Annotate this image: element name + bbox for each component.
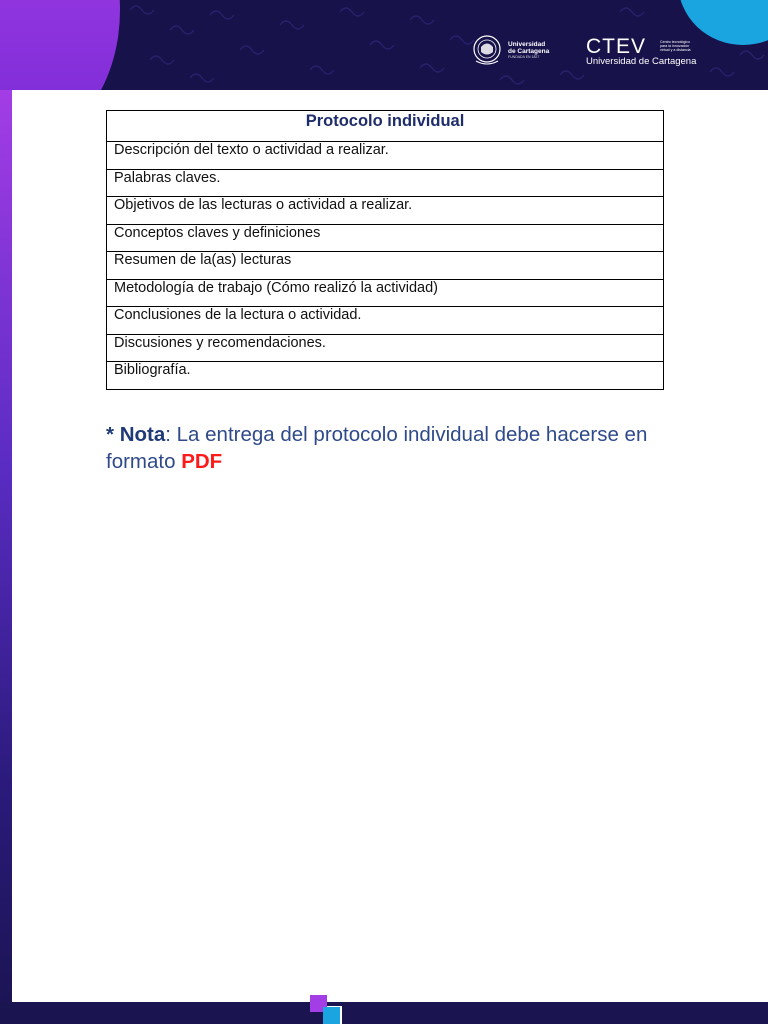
table-row	[107, 307, 664, 335]
header-band	[0, 0, 768, 90]
table-row	[107, 334, 664, 362]
table-row	[107, 224, 664, 252]
ctev-wordmark: CTEV	[586, 35, 647, 58]
table-cell: Resumen de la(as) lecturas	[107, 252, 664, 280]
table-cell: Palabras claves.	[107, 169, 664, 197]
university-tagline: FUNDADA EN 1827	[508, 54, 540, 59]
note-paragraph	[106, 421, 666, 475]
table-title: Protocolo individual	[107, 111, 664, 142]
table-row	[107, 169, 664, 197]
table-row	[107, 197, 664, 225]
table-cell: Conceptos claves y definiciones	[107, 224, 664, 252]
purple-shape	[0, 0, 120, 90]
table-cell: Discusiones y recomendaciones.	[107, 334, 664, 362]
university-logo	[470, 31, 555, 69]
ctev-university: Universidad de Cartagena	[586, 56, 697, 67]
note-text: : La entrega del protocolo individual debe hacerse en formato	[106, 423, 648, 473]
note-label: Nota	[119, 423, 166, 446]
table-cell: Metodología de trabajo (Cómo realizó la actividad)	[107, 279, 664, 307]
table-row	[107, 279, 664, 307]
table-row	[107, 252, 664, 280]
table-cell: Descripción del texto o actividad a realizar.	[107, 142, 664, 170]
note-pdf-highlight: PDF	[181, 450, 223, 473]
table-cell: Conclusiones de la lectura o actividad.	[107, 307, 664, 335]
ctev-logo	[586, 36, 704, 68]
table-cell: Objetivos de las lecturas o actividad a realizar.	[107, 197, 664, 225]
blue-square	[323, 1007, 340, 1024]
table-header-row	[107, 111, 664, 142]
table-row	[107, 142, 664, 170]
table-cell: Bibliografía.	[107, 362, 664, 390]
protocol-table	[106, 110, 664, 390]
table-row	[107, 362, 664, 390]
university-name-line2: de Cartagena	[508, 47, 550, 55]
left-gradient-strip	[0, 90, 12, 1024]
university-name-line1: Universidad	[508, 40, 546, 48]
note-star: *	[106, 423, 114, 446]
ctev-description: Centro tecnológico para la innovación virtual y a distancia	[660, 40, 691, 53]
bottom-bar	[0, 1002, 768, 1024]
crest-icon	[470, 33, 504, 67]
